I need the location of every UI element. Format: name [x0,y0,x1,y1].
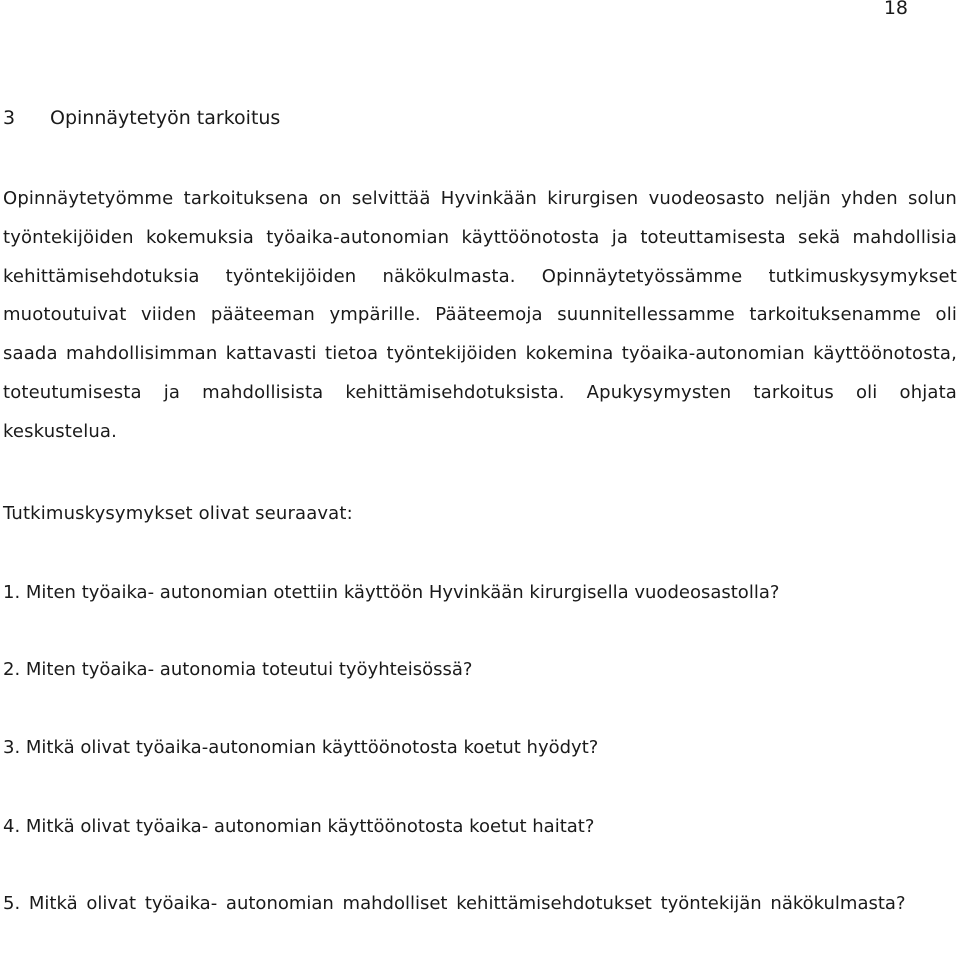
research-question-1: 1. Miten työaika- autonomian otettiin käyttöön Hyvinkään kirurgisella vuodeosastolla? [3,582,780,603]
section-number: 3 [3,107,16,129]
section-title: Opinnäytetyön tarkoitus [50,107,281,129]
research-question-5 [3,885,957,924]
section-heading [3,107,280,129]
research-question-3: 3. Mitkä olivat työaika-autonomian käyttöönotosta koetut hyödyt? [3,737,599,758]
purpose-paragraph: Opinnäytetyömme tarkoituksena on selvittää Hyvinkään kirurgisen vuodeosasto neljän yhden solun työntekijöiden kokemuksia työaika-autonomian käyttöönotosta ja toteuttamisesta sekä mahdollisia kehittämisehdotuksia työntekijöiden näkökulmasta. Opinnäytetyössämme tutkimuskysymykset muotoutuivat viiden pääteeman ympärille. Pääteemoja suunnitellessamme tarkoituksenamme oli saada mahdollisimman kattavasti tietoa työntekijöiden kokemina työaika-autonomian käyttöönotosta, toteutumisesta ja mahdollisista kehittämisehdotuksista. Apukysymysten tarkoitus oli ohjata keskustelua. [3,188,957,442]
page-number: 18 [883,0,908,19]
research-question-2: 2. Miten työaika- autonomia toteutui työyhteisössä? [3,659,473,680]
questions-intro: Tutkimuskysymykset olivat seuraavat: [3,503,353,524]
research-question-5-text: 5. Mitkä olivat työaika- autonomian mahdolliset kehittämisehdotukset työntekijän näkökulmasta? [3,893,906,914]
research-question-4: 4. Mitkä olivat työaika- autonomian käyttöönotosta koetut haitat? [3,816,595,837]
